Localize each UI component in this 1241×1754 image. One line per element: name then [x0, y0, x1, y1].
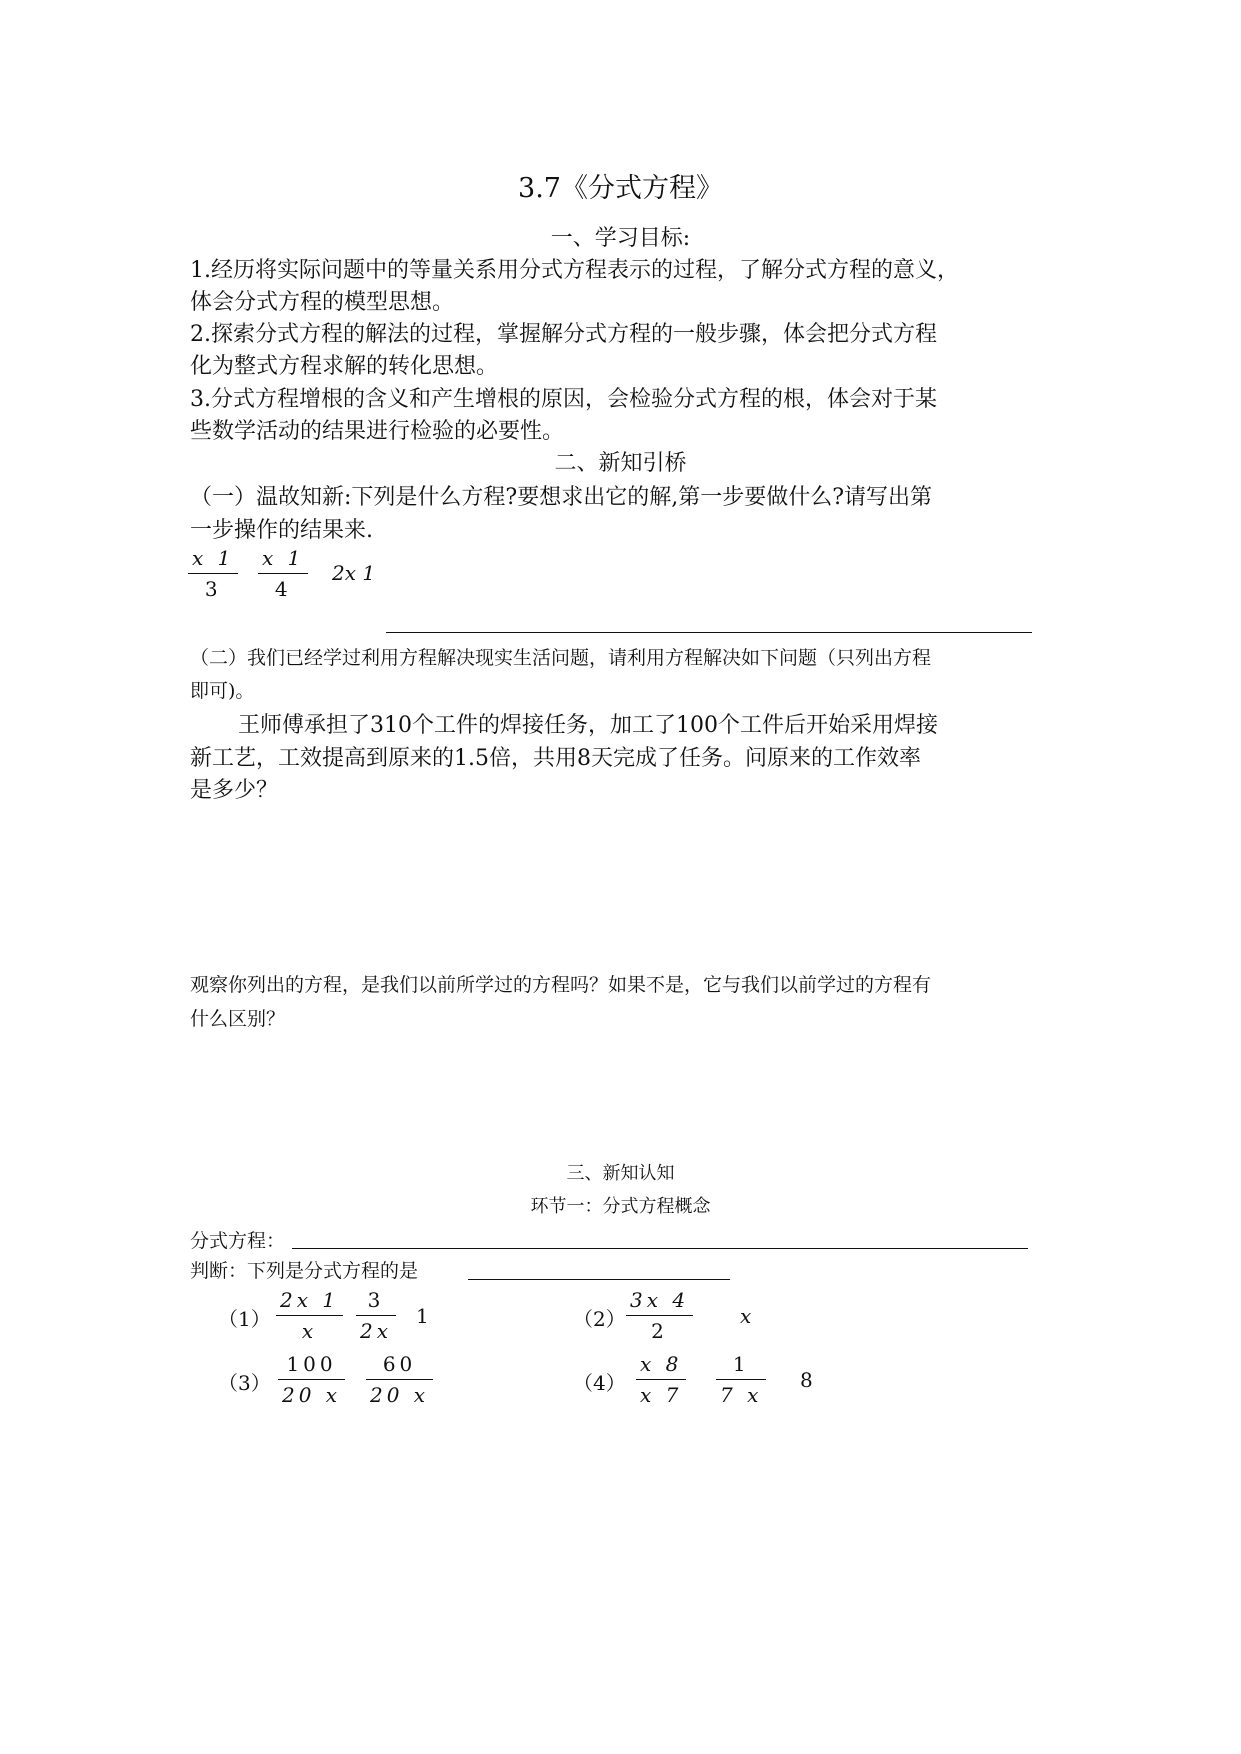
fraction-numerator: x 1 [192, 546, 235, 570]
equation-rhs: 8 [800, 1368, 813, 1392]
section-heading-concept: 三、新知认知 [566, 1163, 675, 1184]
item-label: （3） [218, 1371, 271, 1395]
item-label: （4） [573, 1371, 626, 1395]
item-label: （2） [573, 1307, 626, 1331]
section-heading-goals: 一、学习目标: [550, 226, 691, 251]
fraction-denominator: 3 [204, 577, 222, 601]
fraction-numerator: x 1 [262, 546, 305, 570]
item-label: （1） [218, 1307, 271, 1331]
definition-label: 分式方程： [190, 1230, 286, 1252]
fraction-numerator: 1 [732, 1352, 750, 1376]
page-title: 3.7《分式方程》 [518, 173, 723, 204]
fraction-item1-a [276, 1288, 343, 1343]
fraction-item1-b [356, 1288, 396, 1343]
fraction-bar [276, 1315, 343, 1316]
word-problem-line: 是多少？ [190, 778, 279, 803]
fraction-denominator: x [301, 1319, 318, 1343]
fraction-1 [188, 546, 238, 601]
fraction-2 [258, 546, 308, 601]
fraction-item4-b [716, 1352, 766, 1407]
fraction-numerator: 2x 1 [280, 1288, 340, 1312]
review-question-line: （一）温故知新:下列是什么方程?要想求出它的解,第一步要做什么?请写出第 [190, 485, 932, 510]
fraction-item3-b [366, 1352, 433, 1407]
observe-question-line: 观察你列出的方程，是我们以前所学过的方程吗？如果不是，它与我们以前学过的方程有 [190, 974, 932, 996]
judge-label: 判断：下列是分式方程的是 [190, 1260, 419, 1282]
equation-rhs: x [740, 1304, 752, 1328]
word-problem-line: 王师傅承担了310个工件的焊接任务，加工了100个工件后开始采用焊接 [238, 713, 938, 738]
goal-line: 体会分式方程的模型思想。 [190, 290, 455, 315]
fraction-item3-a [278, 1352, 345, 1407]
judge-blank-line [468, 1279, 730, 1280]
fraction-bar [366, 1379, 433, 1380]
fraction-numerator: 3 [367, 1288, 385, 1312]
fraction-bar [626, 1315, 693, 1316]
goal-line: 3.分式方程增根的含义和产生增根的原因，会检验分式方程的根，体会对于某 [190, 387, 937, 412]
goal-line: 2.探索分式方程的解法的过程，掌握解分式方程的一般步骤，体会把分式方程 [190, 322, 937, 347]
fraction-item4-a [636, 1352, 686, 1407]
goal-line: 化为整式方程求解的转化思想。 [190, 354, 499, 379]
equation-rhs: 1 [416, 1304, 429, 1328]
fraction-denominator: 20 x [370, 1383, 430, 1407]
word-problem-line: 新工艺，工效提高到原来的1.5倍，共用8天完成了任务。问原来的工作效率 [190, 746, 921, 771]
fraction-denominator: 2 [651, 1319, 668, 1343]
fraction-denominator: 4 [274, 577, 292, 601]
fraction-bar [716, 1379, 766, 1380]
fraction-bar [356, 1315, 396, 1316]
fraction-bar [188, 573, 238, 574]
observe-question-line: 什么区别？ [190, 1008, 286, 1030]
fraction-denominator: 2x [360, 1319, 393, 1343]
fraction-item2-a [626, 1288, 693, 1343]
fraction-numerator: 3x 4 [630, 1288, 690, 1312]
goal-line: 1.经历将实际问题中的等量关系用分式方程表示的过程，了解分式方程的意义， [190, 258, 959, 283]
answer-blank-line [386, 632, 1032, 633]
review-question-line: 一步操作的结果来. [190, 518, 373, 543]
goal-line: 些数学活动的结果进行检验的必要性。 [190, 419, 565, 444]
fraction-bar [258, 573, 308, 574]
fraction-numerator: 100 [286, 1352, 337, 1376]
fraction-numerator: 60 [382, 1352, 417, 1376]
subheading-step1: 环节一：分式方程概念 [530, 1196, 711, 1217]
fraction-bar [636, 1379, 686, 1380]
equation-rhs: 2x 1 [332, 561, 376, 585]
section-heading-bridge: 二、新知引桥 [554, 451, 687, 476]
problem-intro-line: （二）我们已经学过利用方程解决现实生活问题，请利用方程解决如下问题（只列出方程 [190, 647, 932, 669]
fraction-denominator: x 7 [640, 1383, 683, 1407]
fraction-bar [278, 1379, 345, 1380]
fraction-denominator: 7 x [720, 1383, 763, 1407]
definition-blank-line [292, 1248, 1028, 1249]
fraction-denominator: 20 x [282, 1383, 342, 1407]
problem-intro-line: 即可)。 [190, 680, 255, 702]
fraction-numerator: x 8 [640, 1352, 683, 1376]
